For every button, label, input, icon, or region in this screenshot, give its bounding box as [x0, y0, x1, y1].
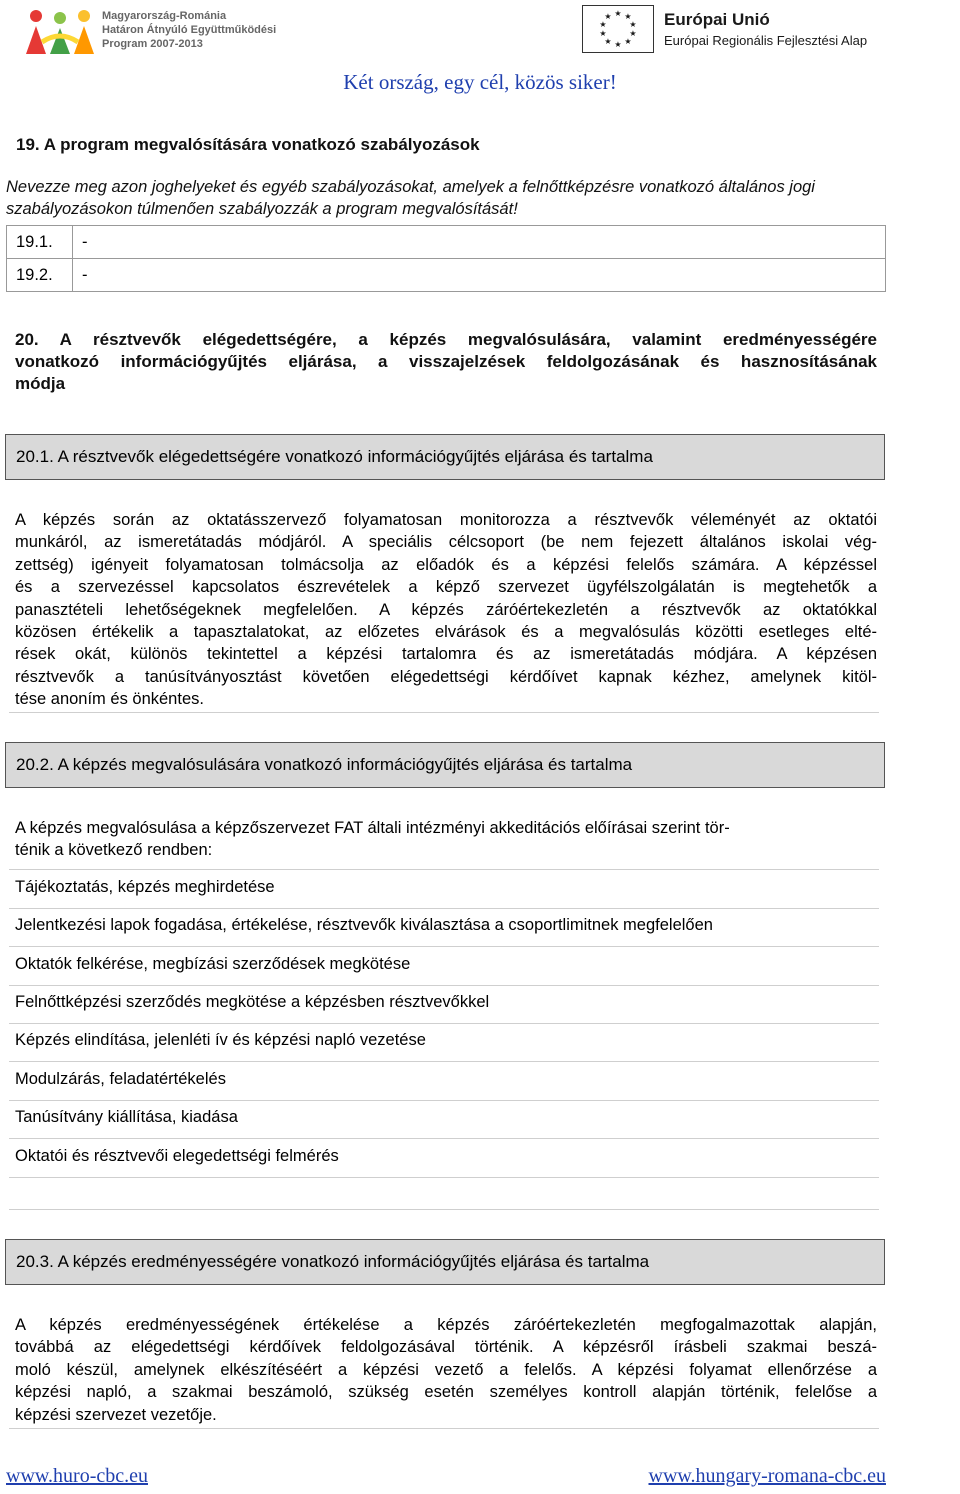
footer-link-huro[interactable]: www.huro-cbc.eu [6, 1465, 148, 1487]
text-line: továbbá az elégedettségi kérdőívek feldolgozásával történik. A képzésről írásbeli szakmai beszá- [15, 1338, 877, 1357]
text-line: rések okát, különös tekintettel a képzési tartalomra és az ismeretátadás módjára. A képzésen [15, 645, 877, 664]
heading-text: 20.3. A képzés eredményességére vonatkozó információgyűjtés eljárása és tartalma [16, 1252, 650, 1271]
table-row [7, 226, 886, 259]
text-line: résztvevők a tanúsítványosztást követően elégedettségi kérdőívet kapnak kézhez, amelynek kitöl- [15, 667, 877, 686]
row-number: 19.1. [7, 226, 73, 259]
divider [9, 869, 879, 870]
subsection-20-1-body [15, 509, 877, 711]
divider [9, 1138, 879, 1139]
text-line: A képzés megvalósulása a képzőszervezet FAT általi intézményi akkeditációs előírásai szerint tör- [15, 819, 730, 837]
subsection-20-2-heading [5, 742, 885, 788]
text-line: közösen értékelik a tapasztalatokat, az előzetes elvárások és a megvalósulás közötti esetleges elté- [15, 623, 877, 642]
divider [9, 1061, 879, 1062]
svg-text:★: ★ [624, 37, 632, 46]
text-line: A képzés eredményességének értékelése a képzés záróértekezletén megfogalmazottak alapján, [15, 1316, 877, 1334]
text-line: panasztételi lehetőségeknek megfelelően. A képzés záróértekezletén a résztvevők az oktatókkal [15, 600, 877, 619]
text-line: A képzés során az oktatásszervező folyamatosan monitorozza a résztvevők véleményét az oktatói [15, 511, 877, 529]
text-line: képzési napló, a szakmai beszámoló, szükség esetén személyes kontroll alapján történik, felelőse a [15, 1383, 877, 1402]
eu-subtitle: Európai Regionális Fejlesztési Alap [664, 33, 868, 48]
section-19-intro [6, 176, 958, 220]
svg-text:★: ★ [599, 20, 607, 29]
divider [9, 1023, 879, 1024]
list-item: Képzés elindítása, jelenléti ív és képzési napló vezetése [15, 1031, 426, 1049]
divider [9, 712, 879, 713]
program-logo-icon [22, 6, 102, 58]
section-19-title: 19. A program megvalósítására vonatkozó szabályozások [16, 135, 480, 154]
svg-text:★: ★ [599, 29, 607, 38]
eu-title: Európai Unió [664, 10, 770, 29]
text-line: moló készül, amelynek elkészítéséért a képzési vezető a felelős. A képzési folyamat ellenőrzése a [15, 1360, 877, 1379]
divider [9, 985, 879, 986]
title-line: 20. A résztvevők elégedettségére, a képzés megvalósulására, valamint eredményességére [15, 330, 877, 349]
eu-flag-icon [582, 5, 654, 53]
program-line-2: Határon Átnyúló Együttműködési [102, 24, 277, 36]
divider [9, 946, 879, 947]
subsection-20-1-heading [5, 434, 885, 480]
list-item: Felnőttképzési szerződés megkötése a képzésben résztvevőkkel [15, 993, 490, 1011]
row-value: - [73, 226, 886, 259]
svg-text:★: ★ [604, 12, 612, 21]
list-item: Oktatók felkérése, megbízási szerződések megkötése [15, 955, 411, 973]
list-item: Oktatói és résztvevői elegedettségi felmérés [15, 1147, 339, 1165]
list-item: Tájékoztatás, képzés meghirdetése [15, 878, 275, 896]
program-line-3: Program 2007-2013 [102, 38, 203, 50]
row-value: - [73, 259, 886, 292]
svg-text:★: ★ [614, 40, 622, 49]
text-line: zettség) igényeit folyamatosan tolmácsolja az előadók és a képzési felelős számára. A képzéssel [15, 555, 877, 574]
heading-text: 20.1. A résztvevők elégedettségére vonatkozó információgyűjtés eljárása és tartalma [16, 447, 653, 466]
footer-link-hungary-romania[interactable]: www.hungary-romana-cbc.eu [648, 1465, 886, 1487]
table-row [7, 259, 886, 292]
title-line: vonatkozó információgyűjtés eljárása, a visszajelzések feldolgozásának és hasznosításának [15, 352, 877, 371]
subsection-20-3-body [15, 1314, 877, 1426]
divider [9, 1177, 879, 1178]
list-item: Jelentkezési lapok fogadása, értékelése, résztvevők kiválasztása a csoportlimitnek megfelelően [15, 916, 713, 934]
section-20-title [15, 329, 877, 395]
svg-text:★: ★ [604, 37, 612, 46]
svg-text:★: ★ [614, 9, 622, 18]
slogan: Két ország, egy cél, közös siker! [343, 70, 617, 94]
program-name [102, 9, 276, 51]
text-line: ténik a következő rendben: [15, 841, 213, 860]
text-line: és a szervezéssel kapcsolatos észrevételek a képző szervezet ügyfélszolgálatán is megtehetők a [15, 578, 877, 597]
list-item: Modulzárás, feladatértékelés [15, 1070, 226, 1088]
list-item: Tanúsítvány kiállítása, kiadása [15, 1108, 238, 1126]
regulations-table [6, 225, 886, 292]
divider [9, 908, 879, 909]
program-line-1: Magyarország-Románia [102, 10, 227, 22]
divider [9, 1428, 879, 1429]
intro-line: Nevezze meg azon joghelyeket és egyéb szabályozásokat, amelyek a felnőttképzésre vonatkozó általános jogi [6, 178, 815, 196]
divider [9, 1100, 879, 1101]
text-line: munkáról, az ismeretátadás módjáról. A speciális célcsoport (be nem fejezett általános iskolai vég- [15, 533, 877, 552]
subsection-20-3-heading [5, 1239, 885, 1285]
svg-text:★: ★ [629, 20, 637, 29]
intro-line: szabályozásokon túlmenően szabályozzák a program megvalósítását! [6, 200, 518, 218]
svg-text:★: ★ [629, 29, 637, 38]
title-line: módja [15, 374, 66, 393]
heading-text: 20.2. A képzés megvalósulására vonatkozó információgyűjtés eljárása és tartalma [16, 755, 633, 774]
row-number: 19.2. [7, 259, 73, 292]
divider [9, 1209, 879, 1210]
text-line: tése anoním és önkéntes. [15, 690, 204, 709]
subsection-20-2-intro [15, 817, 877, 862]
text-line: képzési szervezet vezetője. [15, 1405, 217, 1424]
svg-text:★: ★ [624, 12, 632, 21]
